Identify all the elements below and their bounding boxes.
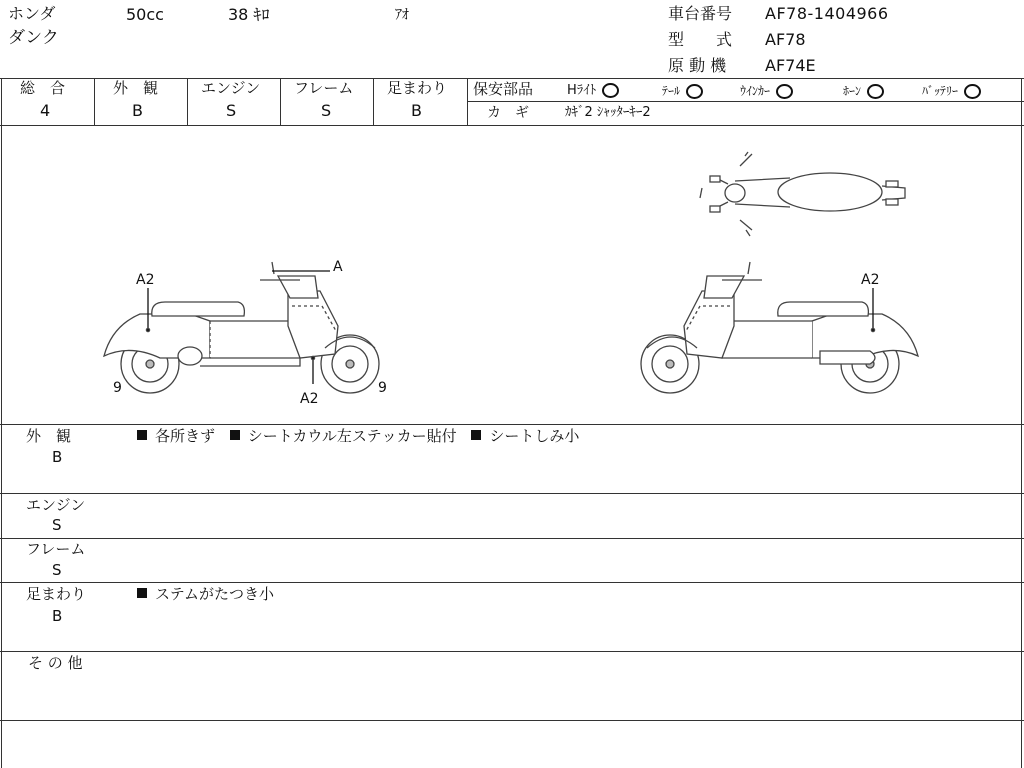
divider — [467, 78, 468, 125]
remark-exterior-grade: B — [52, 448, 63, 466]
frame-grade: S — [321, 101, 332, 120]
overall-grade: 4 — [40, 101, 51, 120]
damage-label: A — [333, 259, 343, 275]
key-value: ｶｷﾞ2 ｼｬｯﾀｰｷｰ2 — [565, 105, 651, 120]
damage-label: A2 — [136, 272, 155, 288]
remark-engine-grade: S — [52, 516, 62, 534]
divider — [0, 493, 1024, 494]
remark-note: ステムがたつき小 — [155, 585, 274, 603]
divider — [0, 424, 1024, 425]
bullet-square-icon — [230, 430, 240, 440]
safety-item-headlight — [567, 83, 619, 98]
engine-model-label: 原 動 機 — [668, 56, 727, 75]
divider — [187, 78, 188, 125]
remark-exterior-label: 外 観 — [26, 427, 72, 445]
remark-exterior-notes — [137, 429, 579, 444]
type-label: 型 式 — [668, 30, 733, 49]
ok-circle-icon — [964, 84, 981, 99]
bullet-square-icon — [137, 430, 147, 440]
frame-no-label: 車台番号 — [668, 4, 733, 23]
ok-circle-icon — [776, 84, 793, 99]
remark-suspension-label: 足まわり — [26, 585, 87, 603]
engine-model-value: AF74E — [765, 56, 816, 75]
divider — [468, 101, 1024, 102]
engine-label: エンジン — [201, 79, 261, 97]
safety-label: 保安部品 — [473, 80, 534, 98]
safety-item-name: ﾎｰﾝ — [843, 84, 862, 98]
model-name: ダンク — [8, 28, 59, 48]
mileage: 38 ｷﾛ — [228, 5, 270, 24]
safety-item-horn — [843, 84, 884, 99]
ok-circle-icon — [867, 84, 884, 99]
remark-engine-label: エンジン — [26, 496, 86, 514]
scooter-top-view — [700, 152, 905, 236]
bullet-square-icon — [471, 430, 481, 440]
damage-label: A2 — [861, 272, 880, 288]
overall-label: 総 合 — [20, 79, 66, 97]
frame-label: フレーム — [294, 79, 354, 97]
remark-note: 各所きず — [155, 427, 216, 445]
ok-circle-icon — [602, 83, 619, 98]
divider — [0, 651, 1024, 652]
remark-frame-label: フレーム — [26, 540, 86, 558]
ok-circle-icon — [686, 84, 703, 99]
safety-item-tail — [662, 84, 703, 99]
divider — [373, 78, 374, 125]
divider — [94, 78, 95, 125]
damage-label: A2 — [300, 391, 319, 407]
bullet-square-icon — [137, 588, 147, 598]
displacement: 50cc — [126, 5, 164, 24]
color: ｱｵ — [395, 7, 409, 23]
damage-label: 9 — [113, 380, 122, 396]
safety-item-name: ﾊﾞｯﾃﾘｰ — [922, 84, 959, 98]
remark-other-label: そ の 他 — [28, 654, 83, 672]
suspension-label: 足まわり — [387, 79, 448, 97]
safety-item-name: Hﾗｲﾄ — [567, 83, 597, 98]
divider — [0, 582, 1024, 583]
frame-no: AF78-1404966 — [765, 4, 889, 23]
safety-item-name: ﾃｰﾙ — [662, 84, 681, 98]
remark-suspension-grade: B — [52, 607, 63, 625]
remark-note: シートしみ小 — [489, 427, 580, 445]
exterior-grade: B — [132, 101, 143, 120]
exterior-label: 外 観 — [113, 79, 159, 97]
remark-note: シートカウル左ステッカー貼付 — [247, 427, 457, 445]
divider — [280, 78, 281, 125]
damage-label: 9 — [378, 380, 387, 396]
suspension-grade: B — [411, 101, 422, 120]
safety-item-name: ｳｲﾝｶｰ — [740, 84, 771, 98]
type-value: AF78 — [765, 30, 806, 49]
divider — [0, 720, 1024, 721]
divider — [0, 538, 1024, 539]
remark-frame-grade: S — [52, 561, 62, 579]
remark-suspension-notes — [137, 587, 274, 602]
engine-grade: S — [226, 101, 237, 120]
maker: ホンダ — [8, 4, 56, 23]
key-label: カ ギ — [487, 105, 529, 121]
safety-item-battery — [922, 84, 981, 99]
safety-item-winker — [740, 84, 793, 99]
